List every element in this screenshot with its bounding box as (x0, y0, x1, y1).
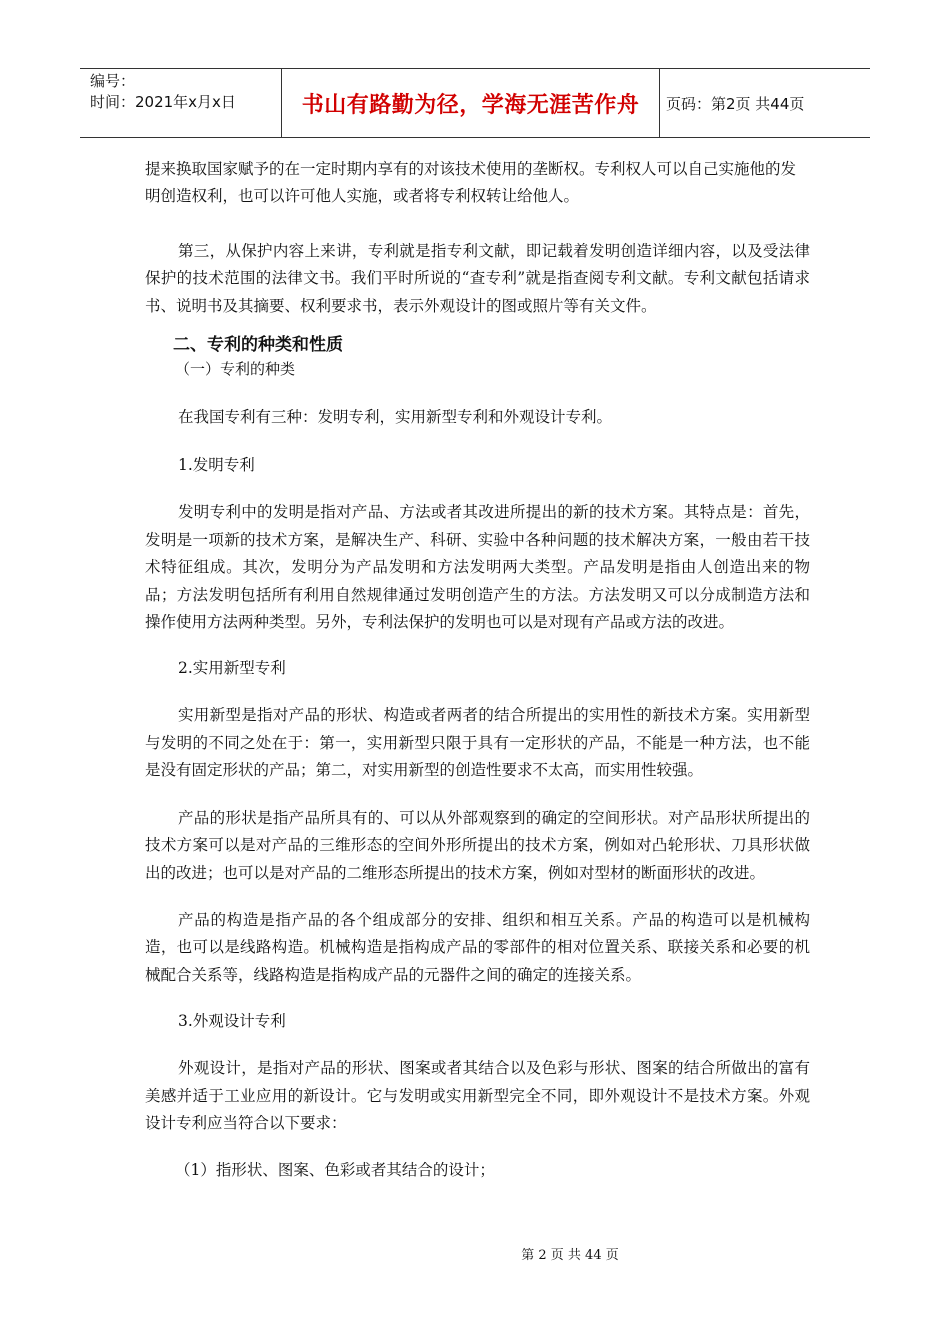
header-motto: 书山有路勤为径，学海无涯苦作舟 (282, 69, 660, 137)
paragraph-utility-model: 实用新型是指对产品的形状、构造或者两者的结合所提出的实用性的新技术方案。实用新型与发明的不同之处在于：第一，实用新型只限于具有一定形状的产品，不能是一种方法，也不能是没有固定形状的产品；第二，对实用新型的创造性要求不太高，而实用性较强。 (145, 706, 810, 780)
paragraph-invention: 发明专利中的发明是指对产品、方法或者其改进所提出的新的技术方案。其特点是：首先，发明是一项新的技术方案，是解决生产、科研、实验中各种问题的技术解决方案，一般由若干技术特征组成。其次，发明分为产品发明和方法发明两大类型。产品发明是指由人创造出来的物品；方法发明包括所有利用自然规律通过发明创造产生的方法。方法发明又可以分成制造方法和操作使用方法两种类型。另外，专利法保护的发明也可以是对现有产品或方法的改进。 (145, 503, 810, 632)
footer-page-number: 第 2 页 共 44 页 (521, 1248, 619, 1263)
paragraph-product-structure: 产品的构造是指产品的各个组成部分的安排、组织和相互关系。产品的构造可以是机械构造，也可以是线路构造。机械构造是指构成产品的零部件的相对位置关系、联接关系和必要的机械配合关系等，线路构造是指构成产品的元器件之间的确定的连接关系。 (145, 910, 810, 984)
heading-utility-model: 2.实用新型专利 (178, 659, 286, 678)
header-meta (80, 69, 282, 137)
paragraph-product-shape: 产品的形状是指产品所具有的、可以从外部观察到的确定的空间形状。对产品形状所提出的技术方案可以是对产品的三维形态的空间外形所提出的技术方案，例如对凸轮形状、刀具形状做出的改进；也可以是对产品的二维形态所提出的技术方案，例如对型材的断面形状的改进。 (145, 808, 810, 882)
paragraph-continuation: 提来换取国家赋予的在一定时期内享有的对该技术使用的垄断权。专利权人可以自己实施他的发明创造权利，也可以许可他人实施，或者将专利权转让给他人。 (145, 160, 797, 206)
heading-design-patent: 3.外观设计专利 (178, 1012, 286, 1031)
paragraph-protection-content: 第三，从保护内容上来讲，专利就是指专利文献，即记载着发明创造详细内容，以及受法律保护的技术范围的法律文书。我们平时所说的“查专利”就是指查阅专利文献。专利文献包括请求书、说明书及其摘要、权利要求书，表示外观设计的图或照片等有关文件。 (145, 241, 810, 315)
page-footer (0, 1244, 950, 1263)
document-number-label: 编号： (90, 72, 136, 90)
document-body (145, 156, 810, 1185)
document-time-label: 时间：2021年x月x日 (90, 93, 236, 111)
heading-invention-patent: 1.发明专利 (178, 456, 255, 475)
header-page-info: 页码：第2页 共44页 (666, 94, 805, 113)
list-item-requirement-1: （1）指形状、图案、色彩或者其结合的设计； (175, 1161, 495, 1180)
paragraph-three-types: 在我国专利有三种：发明专利，实用新型专利和外观设计专利。 (178, 408, 613, 427)
subsection-heading: （一）专利的种类 (175, 360, 296, 379)
section-heading: 二、专利的种类和性质 (173, 335, 343, 356)
page-header (80, 68, 870, 138)
paragraph-design: 外观设计，是指对产品的形状、图案或者其结合以及色彩与形状、图案的结合所做出的富有美感并适于工业应用的新设计。它与发明或实用新型完全不同，即外观设计不是技术方案。外观设计专利应当符合以下要求： (145, 1059, 810, 1132)
